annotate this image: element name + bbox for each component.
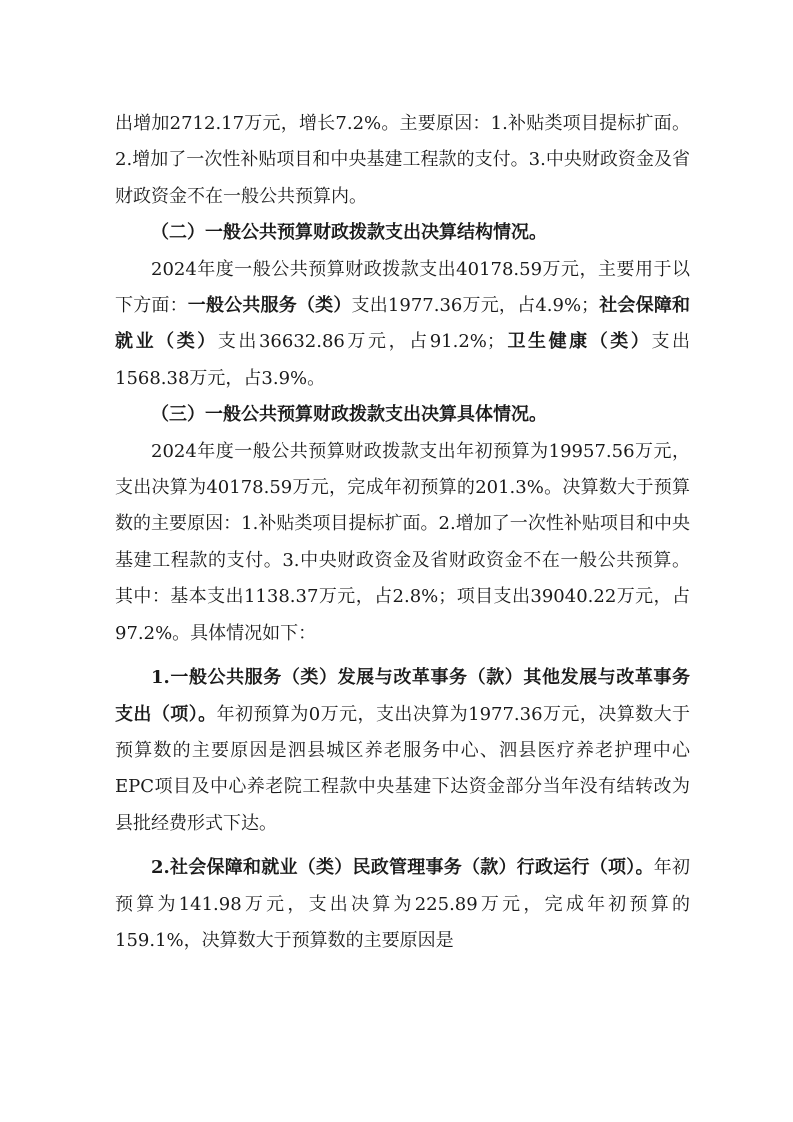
category-social-security: 社会保障和就业（类）	[115, 295, 691, 353]
paragraph-expense-details	[115, 434, 690, 652]
heading-text: （三）一般公共预算财政拨款支出决算具体情况。	[151, 404, 547, 426]
paragraph-text: 出增加2712.17万元，增长7.2%。主要原因：1.补贴类项目提标扩面。2.增加了一次性补贴项目和中央基建工程款的支付。3.中央财政资金及省财政资金不在一般公共预算内。	[115, 113, 690, 207]
category-health: 卫生健康（类）	[504, 331, 652, 353]
list-item-text: 年初预算为141.98万元，支出决算为225.89万元，完成年初预算的159.1%，决算数大于预算数的主要原因是	[115, 857, 690, 951]
paragraph-expense-increase	[115, 106, 690, 215]
list-item-text: 年初预算为0万元，支出决算为1977.36万元，决算数大于预算数的主要原因是泗县城区养老服务中心、泗县医疗养老护理中心EPC项目及中心养老院工程款中央基建下达资金部分当年没有结转改为县批经费形式下达。	[115, 703, 691, 834]
category-general-public-services: 一般公共服务（类）	[187, 295, 352, 317]
paragraph-text: 2024年度一般公共预算财政拨款支出40178.59万元，主要用于以下方面：	[115, 258, 690, 317]
paragraph-text: 支出1977.36万元，占4.9%；	[351, 295, 600, 317]
list-item-title: 2.社会保障和就业（类）民政管理事务（款）行政运行（项）。	[151, 857, 654, 879]
paragraph-text: 支出36632.86万元，占91.2%；	[217, 331, 505, 353]
list-item-2	[115, 850, 690, 959]
section-heading-structure	[115, 215, 690, 251]
list-item-1	[115, 660, 690, 842]
paragraph-text: 支出1568.38万元，占3.9%。	[115, 331, 691, 389]
spacer	[115, 842, 690, 850]
spacer	[115, 652, 690, 660]
paragraph-text: 2024年度一般公共预算财政拨款支出年初预算为19957.56万元，支出决算为40178.59万元，完成年初预算的201.3%。决算数大于预算数的主要原因：1.补贴类项目提标扩面。2.增加了一次性补贴项目和中央基建工程款的支付。3.中央财政资金及省财政资金不在一般公共预算。其中：基本支出1138.37万元，占2.8%；项目支出39040.22万元，占97.2%。具体情况如下：	[115, 440, 690, 644]
section-heading-details	[115, 397, 690, 433]
paragraph-expense-structure	[115, 252, 690, 398]
document-body	[115, 106, 690, 959]
list-item-title: 1.一般公共服务（类）发展与改革事务（款）其他发展与改革事务支出（项）。	[115, 667, 690, 725]
heading-text: （二）一般公共预算财政拨款支出决算结构情况。	[151, 222, 547, 244]
